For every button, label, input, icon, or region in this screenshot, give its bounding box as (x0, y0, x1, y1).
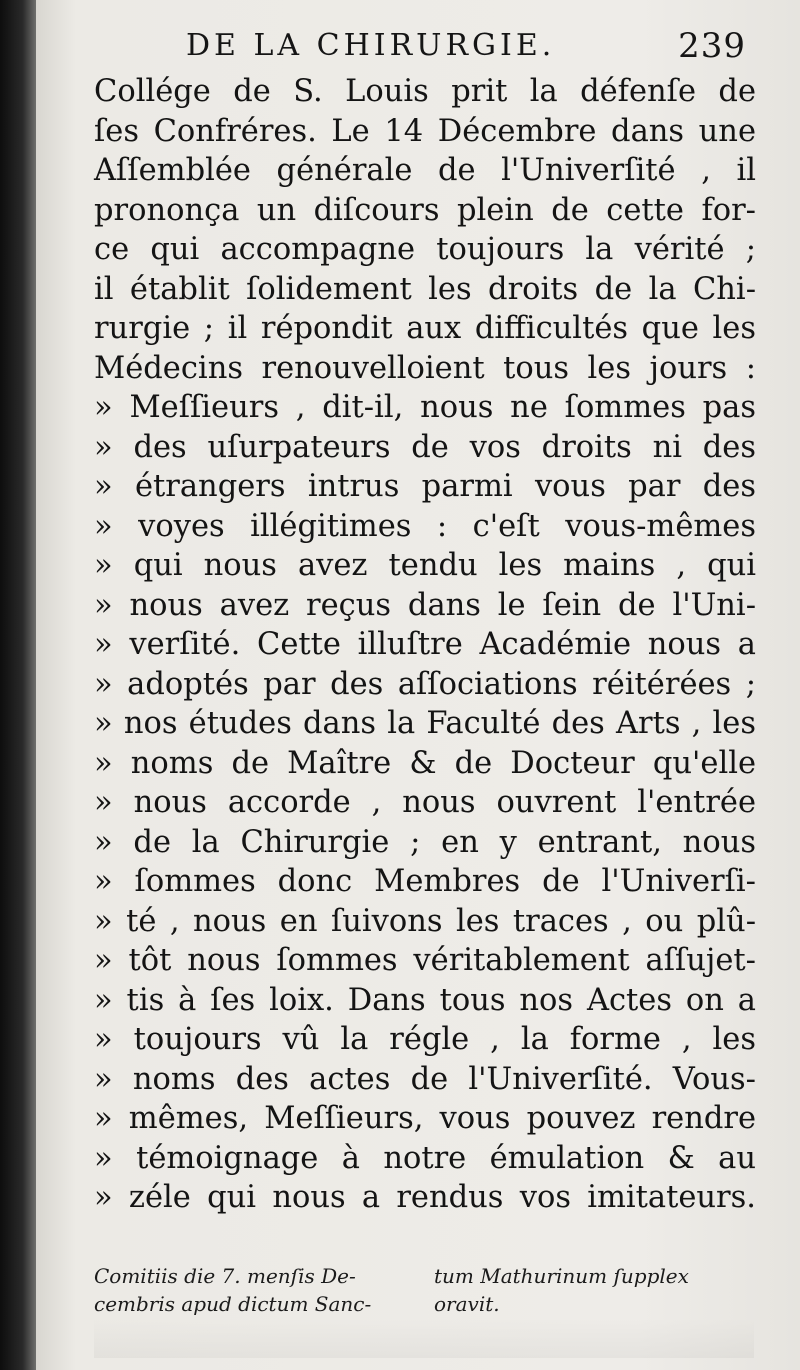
footnote-left-column (94, 1262, 371, 1318)
book-page (36, 0, 800, 1370)
footnote-line: oravit. (434, 1292, 500, 1316)
running-head (186, 28, 746, 72)
text-line: Médecins renouvelloient tous les jours : (94, 350, 756, 386)
text-line: » tis à ſes loix. Dans tous nos Actes on a (94, 982, 756, 1018)
text-line: » noms de Maître & de Docteur qu'elle (94, 745, 756, 781)
text-line: » tôt nous ſommes véritablement aſſujet- (94, 943, 756, 978)
text-line: il établit ſolidement les droits de la Chi- (94, 271, 756, 307)
text-line: » des uſurpateurs de vos droits ni des (94, 429, 756, 465)
footnote-line: Comitiis die 7. menſis De- (94, 1264, 356, 1288)
text-line: » toujours vû la régle , la forme , les (94, 1022, 756, 1057)
text-line: Collége de S. Louis prit la défenſe de (94, 74, 756, 109)
text-line: » nous avez reçus dans le ſein de l'Uni- (94, 587, 756, 623)
text-line: » nos études dans la Faculté des Arts , les (94, 706, 756, 741)
text-line: prononça un diſcours plein de cette for- (94, 192, 756, 228)
text-line: » ſommes donc Membres de l'Univerſi- (94, 864, 756, 899)
text-line: rurgie ; il répondit aux difficultés que les (94, 311, 756, 346)
page-gutter-shadow (0, 0, 38, 1370)
text-line: » té , nous en ſuivons les traces , ou plû- (94, 903, 756, 939)
page-number: 239 (678, 26, 746, 66)
text-line: » zéle qui nous a rendus vos imitateurs. (94, 1180, 756, 1215)
text-line: » témoignage à notre émulation & au (94, 1140, 756, 1176)
footnote-line: tum Mathurinum ſupplex (434, 1264, 689, 1288)
text-line: » mêmes, Meſſieurs, vous pouvez rendre (94, 1101, 756, 1136)
footnote-right-column (434, 1262, 689, 1318)
bleed-through-shading (94, 1318, 754, 1358)
text-line: » verſité. Cette illuſtre Académie nous a (94, 627, 756, 662)
text-line: » qui nous avez tendu les mains , qui (94, 548, 756, 583)
text-line: » adoptés par des aſſociations réitérées ; (94, 666, 756, 702)
body-text (94, 72, 756, 1218)
text-line: Aſſemblée générale de l'Univerſité , il (94, 153, 756, 188)
text-line: » Meſſieurs , dit-il, nous ne ſommes pas (94, 390, 756, 425)
text-line: » étrangers intrus parmi vous par des (94, 469, 756, 504)
running-head-title: DE LA CHIRURGIE. (186, 28, 556, 63)
text-line: » nous accorde , nous ouvrent l'entrée (94, 785, 756, 820)
text-line: » noms des actes de l'Univerſité. Vous- (94, 1061, 756, 1097)
footnote-line: cembris apud dictum Sanc- (94, 1292, 372, 1316)
text-line: » de la Chirurgie ; en y entrant, nous (94, 824, 756, 860)
text-line: » voyes illégitimes : c'eſt vous-mêmes (94, 508, 756, 544)
text-line: ſes Confréres. Le 14 Décembre dans une (94, 113, 756, 149)
text-line: ce qui accompagne toujours la vérité ; (94, 232, 756, 267)
